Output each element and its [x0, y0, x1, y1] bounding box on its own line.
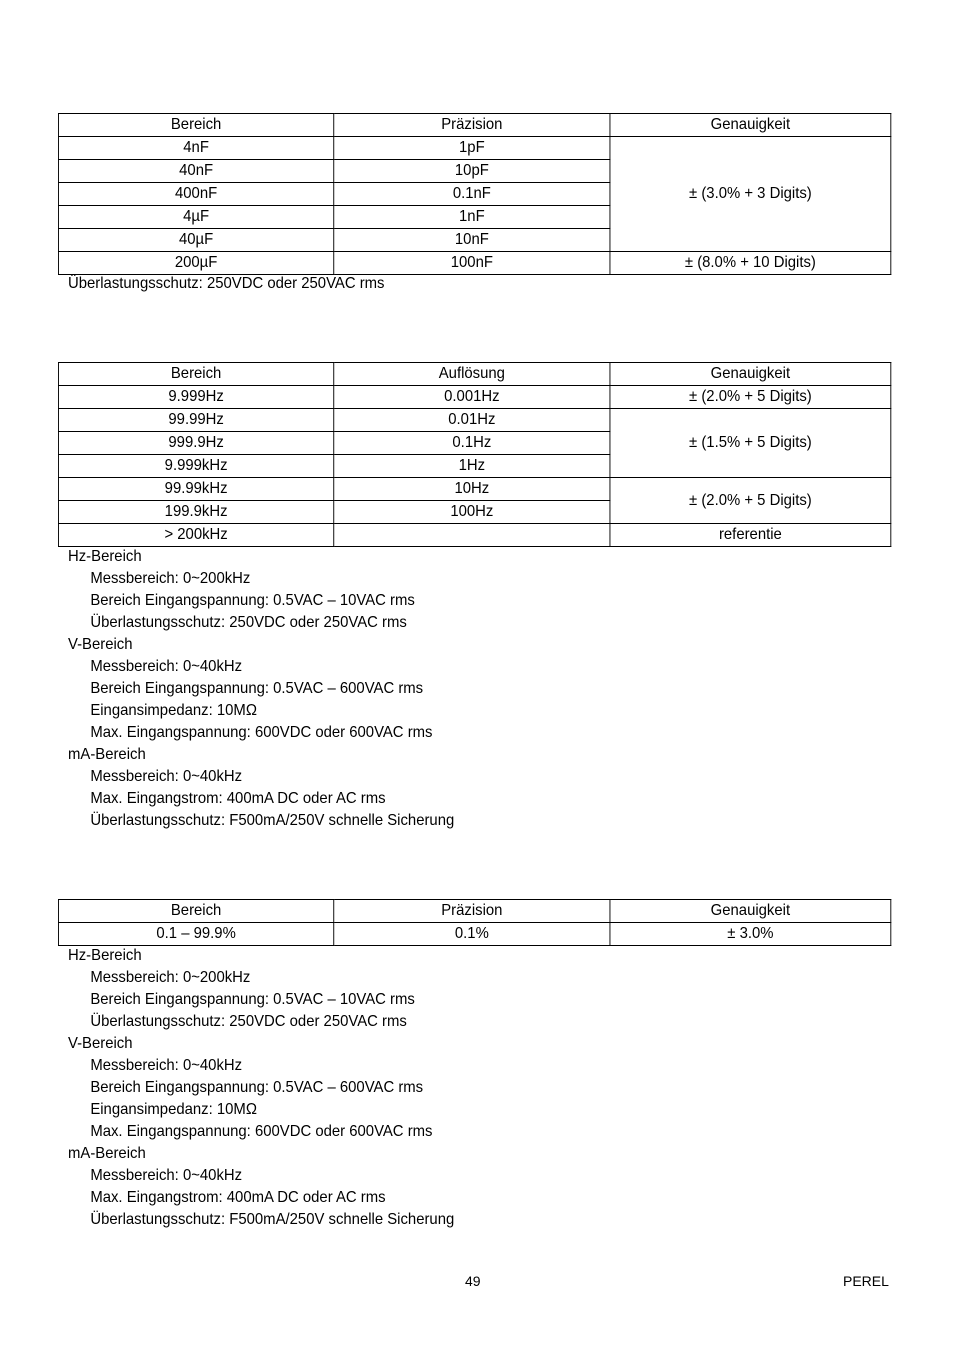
- note-item: Bereich Eingangspannung: 0.5VAC – 10VAC rms: [90, 991, 415, 1008]
- precision-cell: 0.1%: [334, 923, 610, 946]
- brand-name: PEREL: [843, 1273, 889, 1289]
- section-heading: V-Bereich: [68, 636, 133, 653]
- capacitance-table: [58, 113, 891, 275]
- range-cell: 999.9Hz: [58, 432, 333, 455]
- header-accuracy: Genauigkeit: [610, 900, 891, 923]
- header-range: Bereich: [58, 363, 333, 386]
- note-item: Eingansimpedanz: 10MΩ: [90, 1101, 257, 1118]
- frequency-notes: [68, 546, 768, 832]
- range-cell: 199.9kHz: [58, 501, 333, 524]
- resolution-cell: [334, 524, 610, 547]
- range-cell: 40µF: [58, 229, 333, 252]
- header-accuracy: Genauigkeit: [610, 114, 891, 137]
- accuracy-cell: referentie: [610, 524, 891, 547]
- table-header-row: [58, 363, 890, 386]
- range-cell: 99.99Hz: [58, 409, 333, 432]
- accuracy-cell: ± (2.0% + 5 Digits): [610, 478, 891, 524]
- accuracy-cell: ± (3.0% + 3 Digits): [610, 137, 891, 252]
- note-item: Bereich Eingangspannung: 0.5VAC – 10VAC rms: [90, 592, 415, 609]
- section-heading: Hz-Bereich: [68, 947, 142, 964]
- range-cell: 9.999kHz: [58, 455, 333, 478]
- precision-cell: 1nF: [334, 206, 610, 229]
- table-header-row: [58, 900, 890, 923]
- range-cell: 400nF: [58, 183, 333, 206]
- note-item: Max. Eingangspannung: 600VDC oder 600VAC rms: [90, 724, 433, 741]
- precision-cell: 0.1nF: [334, 183, 610, 206]
- note-item: Messbereich: 0~40kHz: [90, 1167, 243, 1184]
- accuracy-cell: ± 3.0%: [610, 923, 891, 946]
- note-item: Bereich Eingangspannung: 0.5VAC – 600VAC rms: [90, 680, 424, 697]
- accuracy-cell: ± (2.0% + 5 Digits): [610, 386, 891, 409]
- header-resolution: Auflösung: [334, 363, 610, 386]
- accuracy-cell: ± (1.5% + 5 Digits): [610, 409, 891, 478]
- table-row: [58, 137, 890, 160]
- range-cell: 40nF: [58, 160, 333, 183]
- overload-protection-note: Überlastungsschutz: 250VDC oder 250VAC rms: [68, 275, 385, 292]
- range-cell: > 200kHz: [58, 524, 333, 547]
- precision-cell: 10nF: [334, 229, 610, 252]
- resolution-cell: 100Hz: [334, 501, 610, 524]
- resolution-cell: 10Hz: [334, 478, 610, 501]
- note-item: Messbereich: 0~40kHz: [90, 768, 243, 785]
- resolution-cell: 0.001Hz: [334, 386, 610, 409]
- precision-cell: 1pF: [334, 137, 610, 160]
- header-precision: Präzision: [334, 114, 610, 137]
- resolution-cell: 0.01Hz: [334, 409, 610, 432]
- resolution-cell: 1Hz: [334, 455, 610, 478]
- table-row: [58, 923, 890, 946]
- note-item: Überlastungsschutz: 250VDC oder 250VAC rms: [90, 1013, 407, 1030]
- note-item: Bereich Eingangspannung: 0.5VAC – 600VAC rms: [90, 1079, 424, 1096]
- header-accuracy: Genauigkeit: [610, 363, 891, 386]
- range-cell: 0.1 – 99.9%: [58, 923, 333, 946]
- note-item: Max. Eingangstrom: 400mA DC oder AC rms: [90, 1189, 386, 1206]
- range-cell: 4µF: [58, 206, 333, 229]
- range-cell: 4nF: [58, 137, 333, 160]
- note-item: Überlastungsschutz: F500mA/250V schnelle Sicherung: [90, 1211, 455, 1228]
- section-heading: Hz-Bereich: [68, 548, 142, 565]
- table-row: [58, 386, 890, 409]
- duty-cycle-notes: [68, 945, 768, 1231]
- note-item: Messbereich: 0~200kHz: [90, 969, 251, 986]
- header-range: Bereich: [58, 900, 333, 923]
- note-item: Messbereich: 0~40kHz: [90, 1057, 243, 1074]
- note-item: Messbereich: 0~200kHz: [90, 570, 251, 587]
- accuracy-cell: ± (8.0% + 10 Digits): [610, 252, 891, 275]
- note-item: Messbereich: 0~40kHz: [90, 658, 243, 675]
- resolution-cell: 0.1Hz: [334, 432, 610, 455]
- precision-cell: 100nF: [334, 252, 610, 275]
- note-item: Max. Eingangspannung: 600VDC oder 600VAC rms: [90, 1123, 433, 1140]
- note-item: Überlastungsschutz: F500mA/250V schnelle Sicherung: [90, 812, 455, 829]
- note-item: Überlastungsschutz: 250VDC oder 250VAC rms: [90, 614, 407, 631]
- page-number: 49: [465, 1273, 481, 1289]
- precision-cell: 10pF: [334, 160, 610, 183]
- note-item: Eingansimpedanz: 10MΩ: [90, 702, 257, 719]
- range-cell: 9.999Hz: [58, 386, 333, 409]
- section-heading: mA-Bereich: [68, 1145, 146, 1162]
- note-item: Max. Eingangstrom: 400mA DC oder AC rms: [90, 790, 386, 807]
- header-range: Bereich: [58, 114, 333, 137]
- table-row: [58, 252, 890, 275]
- table-row: [58, 524, 890, 547]
- header-precision: Präzision: [334, 900, 610, 923]
- duty-cycle-table: [58, 899, 891, 946]
- section-heading: V-Bereich: [68, 1035, 133, 1052]
- table-row: [58, 478, 890, 501]
- capacitance-notes: [68, 273, 768, 295]
- table-header-row: [58, 114, 890, 137]
- range-cell: 99.99kHz: [58, 478, 333, 501]
- section-heading: mA-Bereich: [68, 746, 146, 763]
- table-row: [58, 409, 890, 432]
- frequency-table: [58, 362, 891, 547]
- range-cell: 200µF: [58, 252, 333, 275]
